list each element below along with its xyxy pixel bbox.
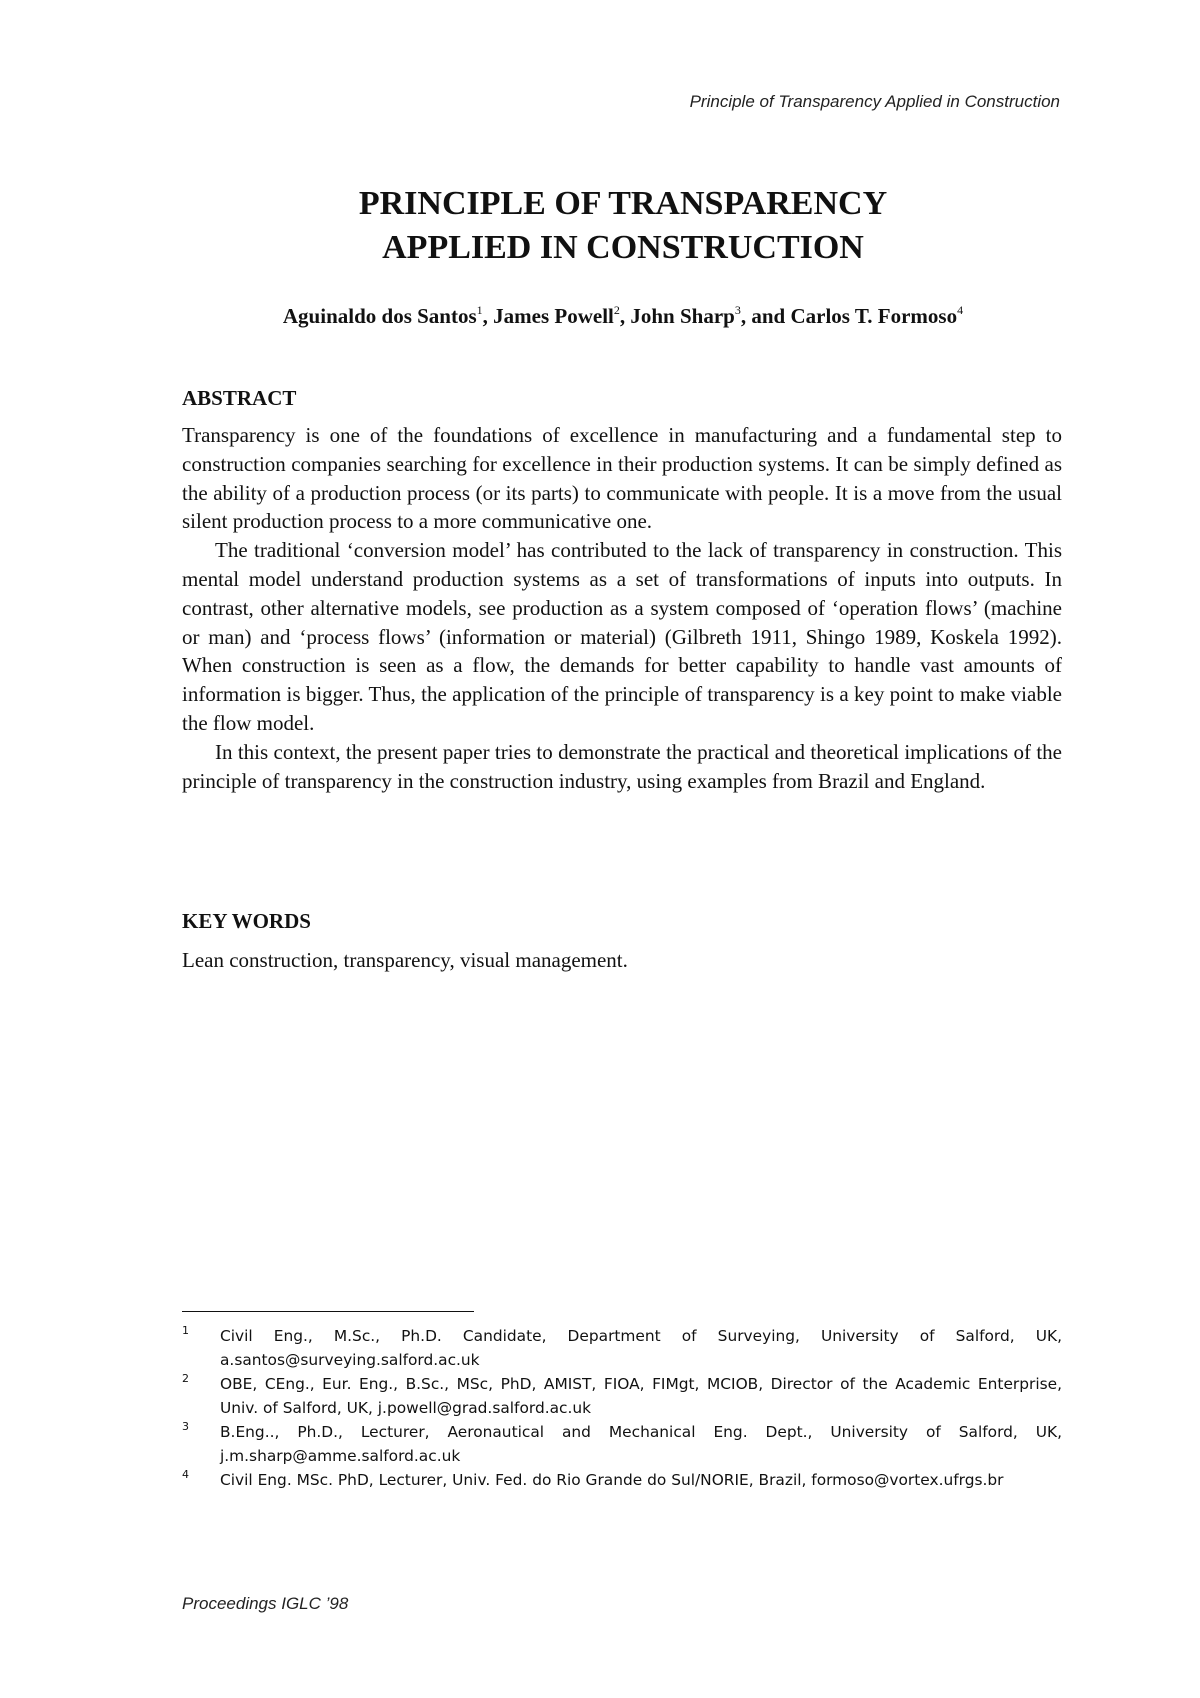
footnote-mark: 1 (182, 1324, 189, 1337)
abstract-heading: ABSTRACT (182, 386, 297, 410)
author-affiliation-mark: 3 (734, 303, 741, 317)
footnote (182, 1372, 1062, 1420)
author-separator: , (482, 304, 494, 328)
footnote-mark: 3 (182, 1420, 189, 1433)
title-line-1: PRINCIPLE OF TRANSPARENCY (358, 185, 888, 222)
abstract-paragraph: In this context, the present paper tries to demonstrate the practical and theoretical implications of the principle of transparency in the construction industry, using examples from Brazil and England. (182, 739, 1062, 793)
footnote-text: OBE, CEng., Eur. Eng., B.Sc., MSc, PhD, AMIST, FIOA, FIMgt, MCIOB, Director of the Academic Enterprise, Univ. of Salford, UK, j.powell@grad.salford.ac.uk (220, 1375, 1062, 1417)
footnote-mark: 2 (182, 1372, 189, 1385)
abstract-paragraph: The traditional ‘conversion model’ has contributed to the lack of transparency in construction. This mental model understand production systems as a set of transformations of inputs into outputs. In contrast, other alternative models, see production as a system composed of ‘operation flows’ (machine or man) and ‘process flows’ (information or material) (Gilbreth 1911, Shingo 1989, Koskela 1992). When construction is seen as a flow, the demands for better capability to handle vast amounts of information is bigger. Thus, the application of the principle of transparency is a key point to make viable the flow model. (182, 538, 1062, 735)
footnote-text: B.Eng.., Ph.D., Lecturer, Aeronautical and Mechanical Eng. Dept., University of Salford, UK, j.m.sharp@amme.salford.ac.uk (220, 1423, 1062, 1465)
footnote-mark: 4 (182, 1468, 189, 1481)
author-affiliation-mark: 2 (613, 303, 620, 317)
title-line-2: APPLIED IN CONSTRUCTION (382, 229, 864, 266)
author-name: James Powell (493, 304, 614, 328)
footnote-divider (182, 1311, 474, 1312)
running-header: Principle of Transparency Applied in Construction (689, 92, 1060, 111)
abstract-paragraph: Transparency is one of the foundations of excellence in manufacturing and a fundamental step to construction companies searching for excellence in their production systems. It can be simply defined as the ability of a production process (or its parts) to communicate with people. It is a move from the usual silent production process to a more communicative one. (182, 423, 1062, 534)
running-footer: Proceedings IGLC ’98 (182, 1594, 349, 1613)
footnote-text: Civil Eng., M.Sc., Ph.D. Candidate, Department of Surveying, University of Salford, UK, a.santos@surveying.salford.ac.uk (220, 1327, 1062, 1369)
author-name: John Sharp (630, 304, 735, 328)
paper-title (0, 182, 1200, 270)
author-affiliation-mark: 1 (476, 303, 483, 317)
author-name: Aguinaldo dos Santos (282, 304, 477, 328)
author-list (0, 304, 1200, 329)
author-separator: , (619, 304, 631, 328)
footnote (182, 1468, 1062, 1492)
author-name: Carlos T. Formoso (790, 304, 958, 328)
author-affiliation-mark: 4 (957, 303, 964, 317)
footnote-text: Civil Eng. MSc. PhD, Lecturer, Univ. Fed. do Rio Grande do Sul/NORIE, Brazil, formoso@vortex.ufrgs.br (220, 1471, 1004, 1489)
footnotes (182, 1324, 1062, 1492)
author-separator: , and (740, 304, 791, 328)
footnote (182, 1324, 1062, 1372)
abstract-body (182, 421, 1062, 795)
keywords-heading: KEY WORDS (182, 909, 311, 933)
keywords-text: Lean construction, transparency, visual management. (182, 948, 628, 972)
footnote (182, 1420, 1062, 1468)
